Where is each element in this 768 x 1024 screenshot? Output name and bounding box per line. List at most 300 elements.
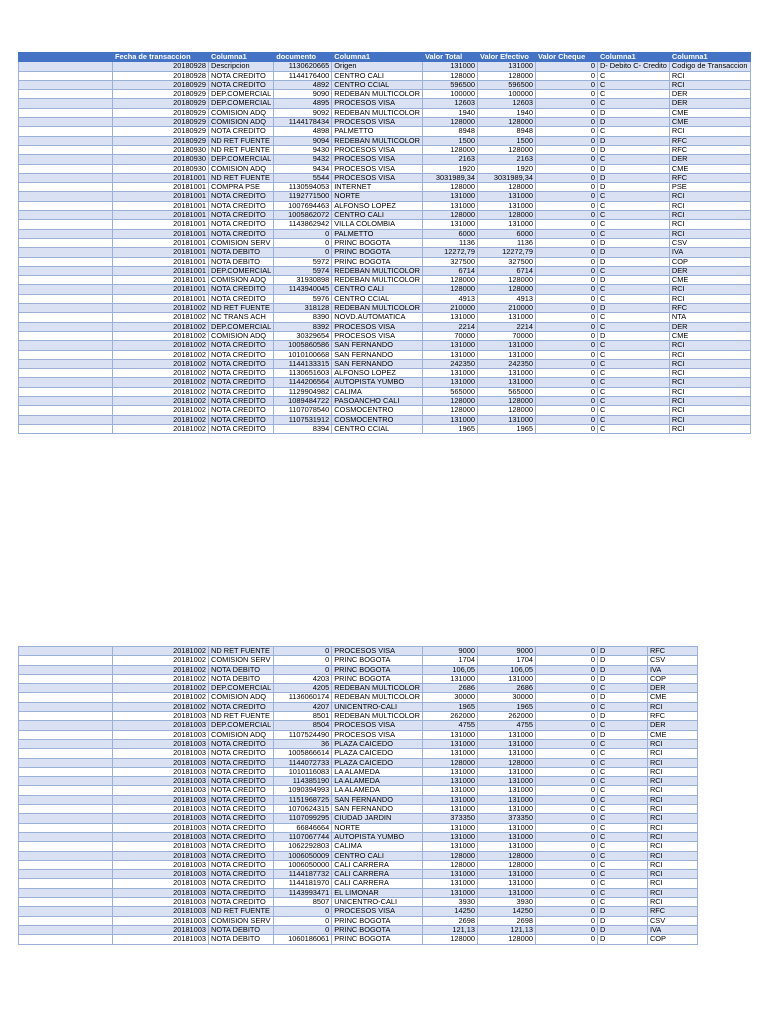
- debit-credit-cell[interactable]: C: [597, 71, 669, 80]
- date-cell[interactable]: 20181002: [113, 424, 209, 433]
- check-value-cell[interactable]: 0: [535, 879, 597, 888]
- total-value-cell[interactable]: 373350: [422, 814, 477, 823]
- total-value-cell[interactable]: 1965: [422, 424, 477, 433]
- check-value-cell[interactable]: 0: [535, 823, 597, 832]
- check-value-cell[interactable]: 0: [535, 665, 597, 674]
- description-cell[interactable]: DEP.COMERCIAL: [209, 721, 274, 730]
- check-value-cell[interactable]: 0: [535, 814, 597, 823]
- debit-credit-cell[interactable]: D: [597, 118, 669, 127]
- column-header-blank[interactable]: [19, 53, 113, 62]
- origin-cell[interactable]: REDEBAN MULTICOLOR: [332, 712, 423, 721]
- date-cell[interactable]: 20181002: [113, 702, 209, 711]
- cash-value-cell[interactable]: 9000: [477, 647, 535, 656]
- debit-credit-cell[interactable]: D: [597, 907, 647, 916]
- debit-credit-cell[interactable]: C: [597, 359, 669, 368]
- origin-cell[interactable]: PROCESOS VISA: [332, 730, 423, 739]
- origin-cell[interactable]: LA ALAMEDA: [332, 767, 423, 776]
- origin-cell[interactable]: PRINC BOGOTA: [332, 916, 423, 925]
- blank-cell[interactable]: [19, 136, 113, 145]
- transaction-code-cell[interactable]: RCI: [647, 832, 697, 841]
- check-value-cell[interactable]: 0: [535, 229, 597, 238]
- origin-cell[interactable]: PALMETTO: [332, 229, 423, 238]
- blank-cell[interactable]: [19, 647, 113, 656]
- date-cell[interactable]: 20181003: [113, 823, 209, 832]
- transaction-code-cell[interactable]: DER: [669, 90, 750, 99]
- total-value-cell[interactable]: 131000: [422, 842, 477, 851]
- document-cell[interactable]: 1144178434: [274, 118, 332, 127]
- check-value-cell[interactable]: 0: [535, 192, 597, 201]
- description-cell[interactable]: NOTA CREDITO: [209, 777, 274, 786]
- date-cell[interactable]: 20181003: [113, 712, 209, 721]
- check-value-cell[interactable]: 0: [535, 888, 597, 897]
- debit-credit-cell[interactable]: C: [597, 294, 669, 303]
- cash-value-cell[interactable]: 242350: [477, 359, 535, 368]
- total-value-cell[interactable]: 131000: [422, 415, 477, 424]
- blank-cell[interactable]: [19, 860, 113, 869]
- origin-cell[interactable]: VILLA COLOMBIA: [332, 220, 423, 229]
- date-cell[interactable]: 20181001: [113, 220, 209, 229]
- document-cell[interactable]: 1107531912: [274, 415, 332, 424]
- origin-cell[interactable]: COSMOCENTRO: [332, 406, 423, 415]
- total-value-cell[interactable]: 131000: [422, 739, 477, 748]
- document-cell[interactable]: 1144181970: [274, 879, 332, 888]
- cash-value-cell[interactable]: 128000: [477, 183, 535, 192]
- blank-cell[interactable]: [19, 155, 113, 164]
- origin-cell[interactable]: PROCESOS VISA: [332, 322, 423, 331]
- origin-cell[interactable]: AUTOPISTA YUMBO: [332, 378, 423, 387]
- cash-value-cell[interactable]: 128000: [477, 406, 535, 415]
- description-cell[interactable]: NOTA CREDITO: [209, 71, 274, 80]
- blank-cell[interactable]: [19, 164, 113, 173]
- check-value-cell[interactable]: 0: [535, 155, 597, 164]
- date-cell[interactable]: 20181003: [113, 814, 209, 823]
- description-cell[interactable]: NOTA CREDITO: [209, 369, 274, 378]
- origin-cell[interactable]: AUTOPISTA YUMBO: [332, 832, 423, 841]
- transaction-code-cell[interactable]: RCI: [647, 767, 697, 776]
- check-value-cell[interactable]: 0: [535, 730, 597, 739]
- date-cell[interactable]: 20181001: [113, 248, 209, 257]
- total-value-cell[interactable]: 2686: [422, 684, 477, 693]
- blank-cell[interactable]: [19, 916, 113, 925]
- cash-value-cell[interactable]: 131000: [477, 832, 535, 841]
- blank-cell[interactable]: [19, 294, 113, 303]
- origin-cell[interactable]: REDEBAN MULTICOLOR: [332, 136, 423, 145]
- date-cell[interactable]: 20181003: [113, 730, 209, 739]
- check-value-cell[interactable]: 0: [535, 285, 597, 294]
- transaction-code-cell[interactable]: RCI: [669, 211, 750, 220]
- description-cell[interactable]: NOTA CREDITO: [209, 851, 274, 860]
- transaction-code-cell[interactable]: RCI: [647, 879, 697, 888]
- description-cell[interactable]: NOTA CREDITO: [209, 359, 274, 368]
- blank-cell[interactable]: [19, 118, 113, 127]
- description-cell[interactable]: NOTA DEBITO: [209, 674, 274, 683]
- debit-credit-cell[interactable]: C: [597, 378, 669, 387]
- document-cell[interactable]: 1010116083: [274, 767, 332, 776]
- cash-value-cell[interactable]: 6714: [477, 266, 535, 275]
- debit-credit-cell[interactable]: D: [597, 304, 669, 313]
- transaction-code-cell[interactable]: CME: [669, 118, 750, 127]
- cash-value-cell[interactable]: 1500: [477, 136, 535, 145]
- transaction-code-cell[interactable]: DER: [669, 322, 750, 331]
- blank-cell[interactable]: [19, 331, 113, 340]
- cash-value-cell[interactable]: 14250: [477, 907, 535, 916]
- transaction-code-cell[interactable]: RCI: [669, 350, 750, 359]
- description-cell[interactable]: COMISION ADQ: [209, 331, 274, 340]
- debit-credit-cell[interactable]: C: [597, 229, 669, 238]
- date-cell[interactable]: 20180929: [113, 118, 209, 127]
- date-cell[interactable]: 20181002: [113, 665, 209, 674]
- description-cell[interactable]: DEP.COMERCIAL: [209, 155, 274, 164]
- date-cell[interactable]: 20180929: [113, 127, 209, 136]
- description-cell[interactable]: NOTA CREDITO: [209, 285, 274, 294]
- column-header-total-value[interactable]: Valor Total: [422, 53, 477, 62]
- transaction-code-cell[interactable]: RCI: [647, 870, 697, 879]
- debit-credit-cell[interactable]: D: [597, 173, 669, 182]
- cash-value-cell[interactable]: 70000: [477, 331, 535, 340]
- cash-value-cell[interactable]: 128000: [477, 211, 535, 220]
- date-cell[interactable]: 20181002: [113, 647, 209, 656]
- document-cell[interactable]: 9094: [274, 136, 332, 145]
- document-cell[interactable]: 8390: [274, 313, 332, 322]
- cash-value-cell[interactable]: 6000: [477, 229, 535, 238]
- cash-value-cell[interactable]: 128000: [477, 396, 535, 405]
- transaction-code-cell[interactable]: CSV: [647, 656, 697, 665]
- cash-value-cell[interactable]: 131000: [477, 870, 535, 879]
- blank-cell[interactable]: [19, 424, 113, 433]
- transaction-code-cell[interactable]: RCI: [669, 424, 750, 433]
- document-cell[interactable]: 5974: [274, 266, 332, 275]
- document-cell[interactable]: 9432: [274, 155, 332, 164]
- document-cell[interactable]: 1006050000: [274, 860, 332, 869]
- check-value-cell[interactable]: 0: [535, 712, 597, 721]
- document-cell[interactable]: 114385190: [274, 777, 332, 786]
- debit-credit-cell[interactable]: D: [597, 136, 669, 145]
- document-cell[interactable]: 1136060174: [274, 693, 332, 702]
- cash-value-cell[interactable]: 131000: [477, 341, 535, 350]
- document-cell[interactable]: 1060186061: [274, 935, 332, 944]
- cash-value-cell[interactable]: 131000: [477, 313, 535, 322]
- check-value-cell[interactable]: 0: [535, 359, 597, 368]
- debit-credit-cell[interactable]: C: [597, 860, 647, 869]
- origin-cell[interactable]: PROCESOS VISA: [332, 155, 423, 164]
- transaction-code-cell[interactable]: RCI: [669, 229, 750, 238]
- blank-cell[interactable]: [19, 749, 113, 758]
- check-value-cell[interactable]: 0: [535, 350, 597, 359]
- blank-cell[interactable]: [19, 879, 113, 888]
- document-cell[interactable]: 0: [274, 238, 332, 247]
- check-value-cell[interactable]: 0: [535, 108, 597, 117]
- blank-cell[interactable]: [19, 211, 113, 220]
- blank-cell[interactable]: [19, 266, 113, 275]
- date-cell[interactable]: 20180930: [113, 145, 209, 154]
- origin-cell[interactable]: SAN FERNANDO: [332, 350, 423, 359]
- document-cell[interactable]: 1070624315: [274, 805, 332, 814]
- description-cell[interactable]: NOTA DEBITO: [209, 248, 274, 257]
- debit-credit-cell[interactable]: C: [597, 322, 669, 331]
- total-value-cell[interactable]: 131000: [422, 823, 477, 832]
- transaction-code-cell[interactable]: DER: [669, 99, 750, 108]
- origin-cell[interactable]: REDEBAN MULTICOLOR: [332, 276, 423, 285]
- document-cell[interactable]: 1144133315: [274, 359, 332, 368]
- date-cell[interactable]: 20181001: [113, 294, 209, 303]
- description-cell[interactable]: COMISION SERV: [209, 238, 274, 247]
- origin-cell[interactable]: CIUDAD JARDIN: [332, 814, 423, 823]
- cash-value-cell[interactable]: 30000: [477, 693, 535, 702]
- description-cell[interactable]: DEP.COMERCIAL: [209, 322, 274, 331]
- origin-cell[interactable]: LA ALAMEDA: [332, 786, 423, 795]
- cash-value-cell[interactable]: 131000: [477, 378, 535, 387]
- transaction-code-cell[interactable]: DER: [669, 266, 750, 275]
- debit-credit-cell[interactable]: D: [597, 656, 647, 665]
- date-cell[interactable]: 20181003: [113, 916, 209, 925]
- description-cell[interactable]: NOTA CREDITO: [209, 229, 274, 238]
- date-cell[interactable]: 20181001: [113, 257, 209, 266]
- cash-value-cell[interactable]: 2214: [477, 322, 535, 331]
- check-value-cell[interactable]: 0: [535, 693, 597, 702]
- description-cell[interactable]: NOTA DEBITO: [209, 935, 274, 944]
- date-cell[interactable]: 20181002: [113, 406, 209, 415]
- transaction-code-cell[interactable]: DER: [669, 155, 750, 164]
- origin-cell[interactable]: CENTRO CALI: [332, 851, 423, 860]
- total-value-cell[interactable]: 131000: [422, 313, 477, 322]
- blank-cell[interactable]: [19, 183, 113, 192]
- total-value-cell[interactable]: 8948: [422, 127, 477, 136]
- cash-value-cell[interactable]: 3031989,34: [477, 173, 535, 182]
- debit-credit-cell[interactable]: C: [597, 99, 669, 108]
- cash-value-cell[interactable]: 1965: [477, 424, 535, 433]
- total-value-cell[interactable]: 12603: [422, 99, 477, 108]
- origin-cell[interactable]: LA ALAMEDA: [332, 777, 423, 786]
- description-cell[interactable]: Descripcion: [209, 62, 274, 71]
- origin-cell[interactable]: PROCESOS VISA: [332, 721, 423, 730]
- document-cell[interactable]: 1006050009: [274, 851, 332, 860]
- total-value-cell[interactable]: 131000: [422, 674, 477, 683]
- document-cell[interactable]: 8501: [274, 712, 332, 721]
- transaction-code-cell[interactable]: RCI: [669, 192, 750, 201]
- origin-cell[interactable]: PROCESOS VISA: [332, 164, 423, 173]
- date-cell[interactable]: 20180929: [113, 99, 209, 108]
- cash-value-cell[interactable]: 2698: [477, 916, 535, 925]
- check-value-cell[interactable]: 0: [535, 786, 597, 795]
- origin-cell[interactable]: UNICENTRO-CALI: [332, 702, 423, 711]
- description-cell[interactable]: NOTA CREDITO: [209, 786, 274, 795]
- debit-credit-cell[interactable]: D: [597, 183, 669, 192]
- date-cell[interactable]: 20181003: [113, 935, 209, 944]
- cash-value-cell[interactable]: 131000: [477, 879, 535, 888]
- date-cell[interactable]: 20181001: [113, 238, 209, 247]
- cash-value-cell[interactable]: 131000: [477, 674, 535, 683]
- date-cell[interactable]: 20180928: [113, 62, 209, 71]
- total-value-cell[interactable]: 128000: [422, 211, 477, 220]
- cash-value-cell[interactable]: 8948: [477, 127, 535, 136]
- description-cell[interactable]: ND RET FUENTE: [209, 712, 274, 721]
- cash-value-cell[interactable]: 100000: [477, 90, 535, 99]
- origin-cell[interactable]: NORTE: [332, 192, 423, 201]
- total-value-cell[interactable]: 2163: [422, 155, 477, 164]
- origin-cell[interactable]: CALI CARRERA: [332, 860, 423, 869]
- origin-cell[interactable]: COSMOCENTRO: [332, 415, 423, 424]
- debit-credit-cell[interactable]: C: [597, 192, 669, 201]
- description-cell[interactable]: COMISION SERV: [209, 656, 274, 665]
- check-value-cell[interactable]: 0: [535, 684, 597, 693]
- cash-value-cell[interactable]: 1920: [477, 164, 535, 173]
- date-cell[interactable]: 20181003: [113, 898, 209, 907]
- date-cell[interactable]: 20181003: [113, 888, 209, 897]
- debit-credit-cell[interactable]: C: [597, 814, 647, 823]
- transaction-code-cell[interactable]: RCI: [669, 201, 750, 210]
- origin-cell[interactable]: REDEBAN MULTICOLOR: [332, 266, 423, 275]
- blank-cell[interactable]: [19, 369, 113, 378]
- check-value-cell[interactable]: 0: [535, 396, 597, 405]
- total-value-cell[interactable]: 596500: [422, 80, 477, 89]
- check-value-cell[interactable]: 0: [535, 294, 597, 303]
- check-value-cell[interactable]: 0: [535, 378, 597, 387]
- total-value-cell[interactable]: 128000: [422, 71, 477, 80]
- document-cell[interactable]: 1129904982: [274, 387, 332, 396]
- debit-credit-cell[interactable]: C: [597, 851, 647, 860]
- cash-value-cell[interactable]: 128000: [477, 935, 535, 944]
- debit-credit-cell[interactable]: D: [597, 935, 647, 944]
- blank-cell[interactable]: [19, 229, 113, 238]
- description-cell[interactable]: NOTA CREDITO: [209, 350, 274, 359]
- transaction-code-cell[interactable]: RCI: [647, 851, 697, 860]
- cash-value-cell[interactable]: 1136: [477, 238, 535, 247]
- total-value-cell[interactable]: 131000: [422, 220, 477, 229]
- description-cell[interactable]: NOTA CREDITO: [209, 424, 274, 433]
- blank-cell[interactable]: [19, 693, 113, 702]
- description-cell[interactable]: COMISION ADQ: [209, 118, 274, 127]
- debit-credit-cell[interactable]: C: [597, 786, 647, 795]
- description-cell[interactable]: NOTA CREDITO: [209, 879, 274, 888]
- origin-cell[interactable]: PRINC BOGOTA: [332, 674, 423, 683]
- document-cell[interactable]: 1130594053: [274, 183, 332, 192]
- cash-value-cell[interactable]: 131000: [477, 795, 535, 804]
- total-value-cell[interactable]: 262000: [422, 712, 477, 721]
- origin-cell[interactable]: CALI CARRERA: [332, 879, 423, 888]
- column-header-origin[interactable]: Columna1: [332, 53, 423, 62]
- document-cell[interactable]: 0: [274, 916, 332, 925]
- total-value-cell[interactable]: 100000: [422, 90, 477, 99]
- transaction-code-cell[interactable]: CME: [669, 164, 750, 173]
- transaction-code-cell[interactable]: RFC: [647, 647, 697, 656]
- date-cell[interactable]: 20181003: [113, 842, 209, 851]
- description-cell[interactable]: COMISION SERV: [209, 916, 274, 925]
- cash-value-cell[interactable]: 210000: [477, 304, 535, 313]
- total-value-cell[interactable]: 131000: [422, 870, 477, 879]
- cash-value-cell[interactable]: 12272,79: [477, 248, 535, 257]
- cash-value-cell[interactable]: 131000: [477, 220, 535, 229]
- origin-cell[interactable]: PROCESOS VISA: [332, 173, 423, 182]
- origin-cell[interactable]: PLAZA CAICEDO: [332, 749, 423, 758]
- cash-value-cell[interactable]: 131000: [477, 805, 535, 814]
- total-value-cell[interactable]: 12272,79: [422, 248, 477, 257]
- description-cell[interactable]: NOTA CREDITO: [209, 406, 274, 415]
- check-value-cell[interactable]: 0: [535, 739, 597, 748]
- column-header-transaction-code[interactable]: Columna1: [669, 53, 750, 62]
- blank-cell[interactable]: [19, 832, 113, 841]
- description-cell[interactable]: COMISION ADQ: [209, 730, 274, 739]
- origin-cell[interactable]: PRINC BOGOTA: [332, 656, 423, 665]
- blank-cell[interactable]: [19, 870, 113, 879]
- blank-cell[interactable]: [19, 898, 113, 907]
- cash-value-cell[interactable]: 596500: [477, 80, 535, 89]
- cash-value-cell[interactable]: 131000: [477, 415, 535, 424]
- origin-cell[interactable]: CALI CARRERA: [332, 870, 423, 879]
- cash-value-cell[interactable]: 373350: [477, 814, 535, 823]
- debit-credit-cell[interactable]: C: [597, 341, 669, 350]
- check-value-cell[interactable]: 0: [535, 907, 597, 916]
- document-cell[interactable]: 8504: [274, 721, 332, 730]
- check-value-cell[interactable]: 0: [535, 777, 597, 786]
- transaction-code-cell[interactable]: CME: [647, 730, 697, 739]
- column-header-date[interactable]: Fecha de transaccion: [113, 53, 209, 62]
- description-cell[interactable]: COMPRA PSE: [209, 183, 274, 192]
- debit-credit-cell[interactable]: C: [597, 220, 669, 229]
- date-cell[interactable]: 20181002: [113, 359, 209, 368]
- blank-cell[interactable]: [19, 90, 113, 99]
- blank-cell[interactable]: [19, 108, 113, 117]
- debit-credit-cell[interactable]: D: [597, 925, 647, 934]
- transaction-code-cell[interactable]: RCI: [647, 795, 697, 804]
- blank-cell[interactable]: [19, 127, 113, 136]
- check-value-cell[interactable]: 0: [535, 266, 597, 275]
- date-cell[interactable]: 20180929: [113, 108, 209, 117]
- total-value-cell[interactable]: 131000: [422, 805, 477, 814]
- debit-credit-cell[interactable]: C: [597, 424, 669, 433]
- origin-cell[interactable]: CENTRO CCIAL: [332, 294, 423, 303]
- blank-cell[interactable]: [19, 62, 113, 71]
- date-cell[interactable]: 20180930: [113, 164, 209, 173]
- column-header-document[interactable]: documento: [274, 53, 332, 62]
- origin-cell[interactable]: REDEBAN MULTICOLOR: [332, 693, 423, 702]
- document-cell[interactable]: 1144072733: [274, 758, 332, 767]
- blank-cell[interactable]: [19, 387, 113, 396]
- debit-credit-cell[interactable]: D: [597, 257, 669, 266]
- transaction-code-cell[interactable]: RCI: [647, 786, 697, 795]
- transaction-code-cell[interactable]: RCI: [647, 823, 697, 832]
- total-value-cell[interactable]: 4913: [422, 294, 477, 303]
- debit-credit-cell[interactable]: C: [597, 777, 647, 786]
- check-value-cell[interactable]: 0: [535, 749, 597, 758]
- column-header-debit-credit[interactable]: Columna1: [597, 53, 669, 62]
- blank-cell[interactable]: [19, 805, 113, 814]
- description-cell[interactable]: NOTA CREDITO: [209, 341, 274, 350]
- description-cell[interactable]: COMISION ADQ: [209, 693, 274, 702]
- description-cell[interactable]: NOTA CREDITO: [209, 415, 274, 424]
- check-value-cell[interactable]: 0: [535, 870, 597, 879]
- blank-cell[interactable]: [19, 823, 113, 832]
- document-cell[interactable]: 1010100668: [274, 350, 332, 359]
- debit-credit-cell[interactable]: C: [597, 80, 669, 89]
- total-value-cell[interactable]: 131000: [422, 62, 477, 71]
- document-cell[interactable]: 66846664: [274, 823, 332, 832]
- date-cell[interactable]: 20181003: [113, 795, 209, 804]
- blank-cell[interactable]: [19, 322, 113, 331]
- cash-value-cell[interactable]: 131000: [477, 777, 535, 786]
- date-cell[interactable]: 20181001: [113, 173, 209, 182]
- cash-value-cell[interactable]: 131000: [477, 823, 535, 832]
- blank-cell[interactable]: [19, 739, 113, 748]
- date-cell[interactable]: 20181001: [113, 192, 209, 201]
- debit-credit-cell[interactable]: C: [597, 350, 669, 359]
- origin-cell[interactable]: PLAZA CAICEDO: [332, 739, 423, 748]
- document-cell[interactable]: 0: [274, 656, 332, 665]
- transaction-code-cell[interactable]: COP: [669, 257, 750, 266]
- check-value-cell[interactable]: 0: [535, 406, 597, 415]
- blank-cell[interactable]: [19, 285, 113, 294]
- debit-credit-cell[interactable]: C: [597, 879, 647, 888]
- cash-value-cell[interactable]: 128000: [477, 758, 535, 767]
